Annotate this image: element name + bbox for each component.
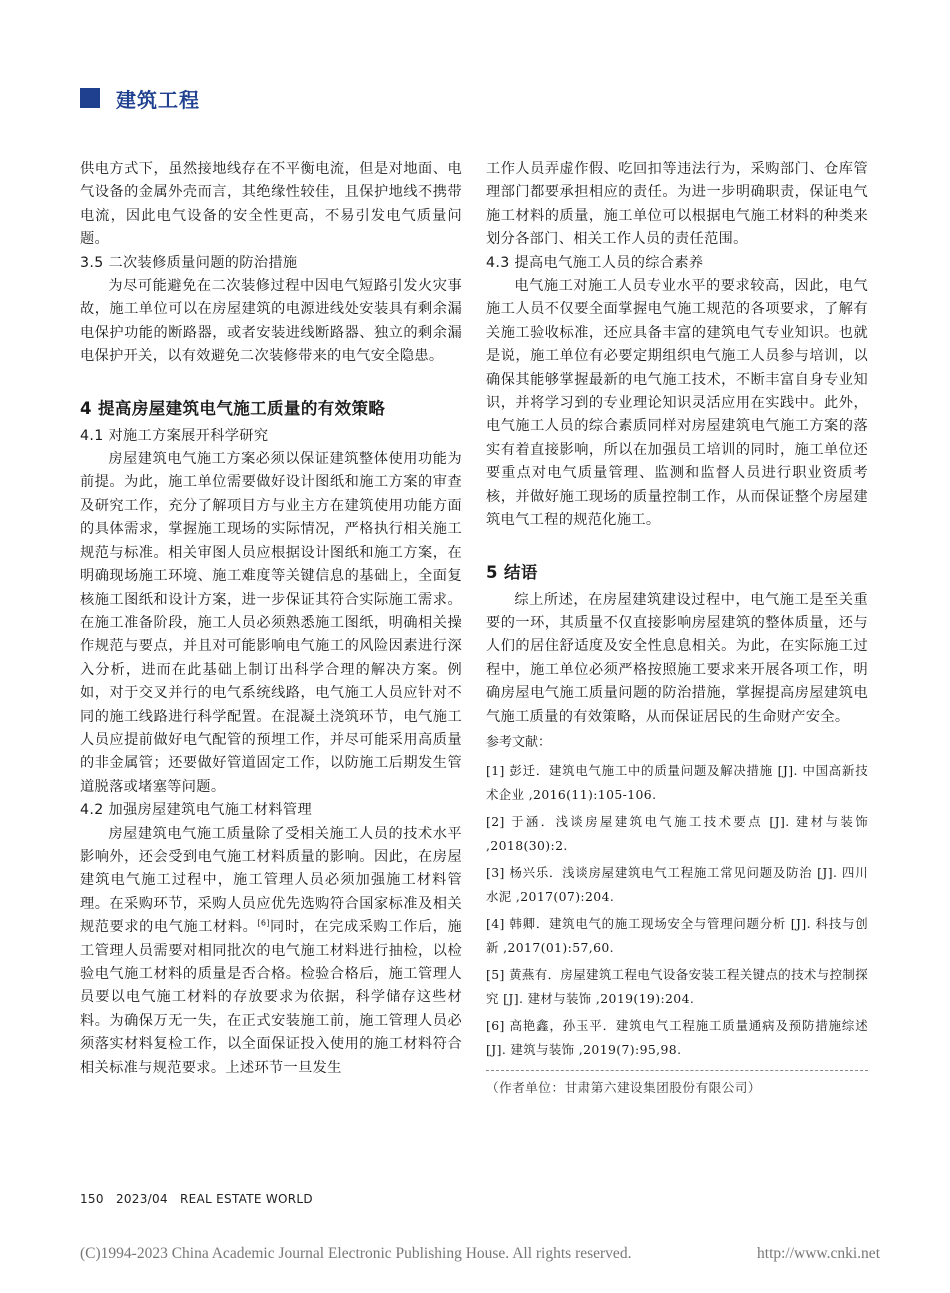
header-square-icon — [80, 88, 100, 108]
reference-item: [2] 于涵．浅谈房屋建筑电气施工技术要点 [J]. 建材与装饰 ,2018(30):2. — [486, 813, 868, 853]
page-footer — [80, 1192, 321, 1206]
paragraph: 房屋建筑电气施工方案必须以保证建筑整体使用功能为前提。为此，施工单位需要做好设计图纸和施工方案的审查及研究工作，充分了解项目方与业主方在建筑使用功能方面的具体需求，掌握施工现场的实际情况，严格执行相关施工规范与标准。相关审图人员应根据设计图纸和施工方案，在明确现场施工环境、施工难度等关键信息的基础上，全面复核施工图纸和设计方案，进一步保证其符合实际施工需求。在施工准备阶段，施工人员必须熟悉施工图纸，明确相关操作规范与要点，并且对可能影响电气施工的风险因素进行深入分析，进而在此基础上制订出科学合理的解决方案。例如，对于交叉并行的电气系统线路，电气施工人员应针对不同的施工线路进行科学配置。在混凝土浇筑环节，电气施工人员应提前做好电气配管的预埋工作，并尽可能采用高质量的非金属管；还要做好管道固定工作，以防施工后期发生管道脱落或堵塞等问题。 — [80, 451, 462, 795]
section-header — [80, 84, 200, 112]
paragraph: 为尽可能避免在二次装修过程中因电气短路引发火灾事故，施工单位可以在房屋建筑的电源进线处安装具有剩余漏电保护功能的断路器，或者安装进线断路器、独立的剩余漏电保护开关，以有效避免二次装修带来的电气安全隐患。 — [80, 278, 462, 365]
section-title: 建筑工程 — [116, 87, 200, 112]
citation[interactable]: [6] — [257, 918, 270, 928]
references-title: 参考文献： — [486, 734, 552, 750]
subsection-heading-4-3: 4.3 提高电气施工人员的综合素养 — [486, 254, 704, 271]
paragraph — [80, 823, 462, 1080]
section-heading-4: 4 提高房屋建筑电气施工质量的有效策略 — [80, 398, 386, 418]
subsection-heading-3-5: 3.5 二次装修质量问题的防治措施 — [80, 254, 298, 271]
copyright-line — [80, 1245, 880, 1263]
journal-name: REAL ESTATE WORLD — [180, 1192, 313, 1206]
reference-item: [3] 杨兴乐．浅谈房屋建筑电气工程施工常见问题及防治 [J]. 四川水泥 ,2017(07):204. — [486, 864, 868, 904]
divider — [486, 1070, 868, 1071]
cnki-link[interactable]: http://www.cnki.net — [757, 1245, 880, 1262]
subsection-heading-4-1: 4.1 对施工方案展开科学研究 — [80, 427, 269, 444]
paragraph: 电气施工对施工人员专业水平的要求较高，因此，电气施工人员不仅要全面掌握电气施工规范的各项要求，了解有关施工验收标准，还应具备丰富的建筑电气专业知识。也就是说，施工单位有必要定期组织电气施工人员参与培训，以确保其能够掌握最新的电气施工技术，不断丰富自身专业知识，并将学习到的专业理论知识灵活应用在实践中。此外，电气施工人员的综合素质同样对房屋建筑电气施工方案的落实有着直接影响，所以在加强员工培训的同时，施工单位还要重点对电气质量管理、监测和监督人员进行职业资质考核，并做好施工现场的质量控制工作，从而保证整个房屋建筑电气工程的规范化施工。 — [486, 278, 868, 529]
author-affiliation: （作者单位：甘肃第六建设集团股份有限公司） — [486, 1079, 761, 1095]
paragraph-text: 同时，在完成采购工作后，施工管理人员需要对相同批次的电气施工材料进行抽检，以检验电气施工材料的质量是否合格。检验合格后，施工管理人员要以电气施工材料的存放要求为依据，科学储存这些材料。为确保万无一失，在正式安装施工前，施工管理人员必须落实材料复检工作，以全面保证投入使用的施工材料符合相关标准与规范要求。上述环节一旦发生 — [80, 919, 462, 1076]
reference-item: [5] 黄燕有．房屋建筑工程电气设备安装工程关键点的技术与控制探究 [J]. 建材与装饰 ,2019(19):204. — [486, 966, 868, 1006]
issue-date: 2023/04 — [115, 1192, 168, 1206]
reference-item: [4] 韩卿．建筑电气的施工现场安全与管理问题分析 [J]. 科技与创新 ,2017(01):57,60. — [486, 915, 868, 955]
right-column — [486, 158, 868, 1099]
section-heading-5: 5 结语 — [486, 562, 538, 582]
page-number: 150 — [80, 1192, 104, 1206]
paragraph-text: 房屋建筑电气施工质量除了受相关施工人员的技术水平影响外，还会受到电气施工材料质量的影响。因此，在房屋建筑电气施工过程中，施工管理人员必须加强施工材料管理。在采购环节，采购人员应优先选购符合国家标准及相关规范要求的电气施工材料。 — [80, 825, 462, 936]
copyright-notice: (C)1994-2023 China Academic Journal Electronic Publishing House. All rights reserved. — [80, 1245, 632, 1262]
paragraph: 综上所述，在房屋建筑建设过程中，电气施工是至关重要的一环，其质量不仅直接影响房屋建筑的整体质量，还与人们的居住舒适度及安全性息息相关。为此，在实际施工过程中，施工单位必须严格按照施工要求来开展各项工作，明确房屋电气施工质量问题的防治措施，掌握提高房屋建筑电气施工质量的有效策略，从而保证居民的生命财产安全。 — [486, 591, 868, 725]
reference-item: [6] 高艳鑫，孙玉平．建筑电气工程施工质量通病及预防措施综述 [J]. 建筑与装饰 ,2019(7):95,98. — [486, 1017, 868, 1057]
subsection-heading-4-2: 4.2 加强房屋建筑电气施工材料管理 — [80, 802, 312, 819]
left-column — [80, 158, 462, 1080]
reference-item: [1] 彭迁．建筑电气施工中的质量问题及解决措施 [J]. 中国高新技术企业 ,2016(11):105-106. — [486, 762, 868, 802]
paragraph: 供电方式下，虽然接地线存在不平衡电流，但是对地面、电气设备的金属外壳而言，其绝缘性较佳，且保护地线不携带电流，因此电气设备的安全性更高，不易引发电气质量问题。 — [80, 161, 462, 248]
paragraph: 工作人员弄虚作假、吃回扣等违法行为，采购部门、仓库管理部门都要承担相应的责任。为进一步明确职责，保证电气施工材料的质量，施工单位可以根据电气施工材料的种类来划分各部门、相关工作人员的责任范围。 — [486, 161, 868, 248]
